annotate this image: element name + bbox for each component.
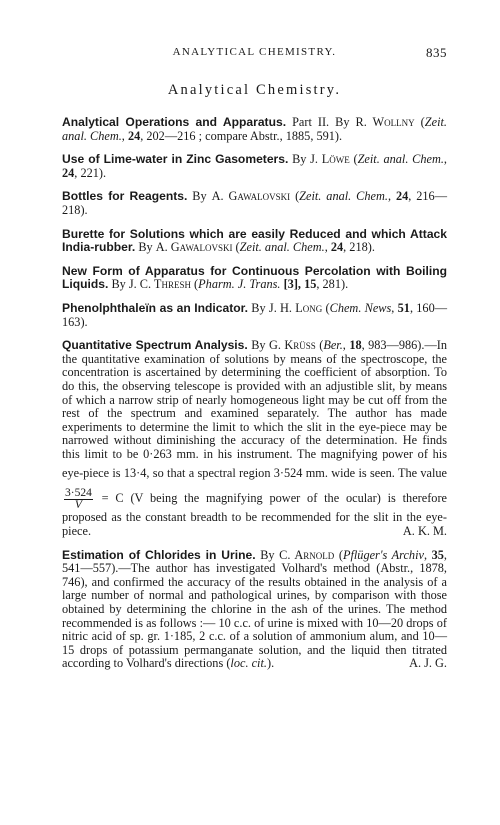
entry-volume: [3], 15 bbox=[283, 277, 317, 292]
running-header bbox=[62, 46, 447, 66]
abstract-entry bbox=[62, 339, 447, 539]
fraction-denominator: V bbox=[74, 499, 82, 512]
entry-volume: 24 bbox=[62, 165, 75, 180]
entry-title: Burette for Solutions which are easily Reduced and which Attack India-rubber. bbox=[62, 226, 447, 255]
citation-open: ( bbox=[194, 277, 199, 292]
entry-by: By bbox=[111, 277, 126, 292]
signature: A. J. G. bbox=[409, 656, 447, 671]
entry-author: J. H. Long bbox=[268, 300, 323, 315]
entry-author: C. Arnold bbox=[279, 547, 335, 562]
entry-volume: 35 bbox=[431, 547, 444, 562]
entry-by: By bbox=[251, 338, 266, 353]
entry-journal: Pflüger's Archiv bbox=[342, 547, 424, 562]
entry-author: J. C. Thresh bbox=[128, 277, 191, 292]
fraction-numerator: 3·524 bbox=[65, 487, 92, 500]
citation-open: ( bbox=[420, 115, 425, 129]
entry-by: By bbox=[138, 240, 153, 255]
entry-title: Quantitative Spectrum Analysis. bbox=[62, 338, 248, 353]
entry-journal: Chem. News bbox=[329, 300, 392, 315]
entry-journal: Zeit. anal. Chem. bbox=[62, 115, 447, 143]
entry-text-end: ). bbox=[266, 656, 275, 671]
entry-pages: , 218). bbox=[343, 240, 375, 255]
section-title: Analytical Chemistry. bbox=[167, 82, 342, 98]
entry-pages: , 216—218). bbox=[62, 189, 447, 217]
entry-author: A. Gawalovski bbox=[211, 189, 291, 204]
signature: A. K. M. bbox=[402, 524, 447, 539]
entry-title: Use of Lime-water in Zinc Gasometers. bbox=[62, 152, 289, 167]
abstract-entry bbox=[62, 153, 447, 180]
entry-by: By bbox=[260, 547, 275, 562]
entry-journal: Zeit. anal. Chem. bbox=[299, 189, 388, 204]
journal-page bbox=[62, 0, 447, 681]
citation-open: ( bbox=[338, 547, 343, 562]
citation-open: ( bbox=[295, 189, 300, 204]
entry-author: A. Gawalovski bbox=[155, 240, 233, 255]
loc-cit: loc. cit. bbox=[230, 656, 267, 671]
entry-by: By bbox=[251, 300, 266, 315]
entry-citation: Use of Lime-water in Zinc Gasometers. By J. Löwe (Zeit. anal. Chem., 24, 221). bbox=[62, 152, 447, 180]
entry-title: Bottles for Reagents. bbox=[62, 189, 188, 204]
entry-author: G. Krüss bbox=[269, 338, 316, 353]
entry-author: J. Löwe bbox=[310, 152, 350, 167]
entry-citation: Phenolphthaleïn as an Indicator. By J. H. Long (Chem. News, 51, 160—163). bbox=[62, 300, 448, 329]
citation-open: ( bbox=[235, 240, 240, 255]
citation-open: ( bbox=[325, 300, 330, 315]
entry-volume: 24 bbox=[395, 189, 409, 204]
citation-open: ( bbox=[353, 152, 358, 167]
entry-pages: , 160—163). bbox=[62, 300, 448, 329]
entry-body: Quantitative Spectrum Analysis. By G. Krüss (Ber., 18, 983—986).—In the quantitative examination of solutions by means of the spectroscope, the concentration is ascertained by determining the coefficient of absorption. To do this, the observing telescope is provided with an adjustible slit, by means of which a narrow strip of nearly homogeneous light may be cut off from the rest of the spectrum and examined separately. The author has made experiments to determine the limit to which the slit in the eye-piece may be narrowed without diminishing the accuracy of the determination. He finds this limit to be 0·263 mm. in his instrument. The magnifying power of his eye-piece is 13·4, so that a spectral region 3·524 mm. wide is seen. The value $\frac{3\cdot 524}{V}$ = C (V being the magnifying power of the ocular) is therefore proposed as the constant breadth to be recommended for the slit in the eye-piece. A. K. M. bbox=[62, 338, 448, 539]
abstract-entry bbox=[62, 228, 447, 255]
formula-lead: seen. The value bbox=[369, 466, 447, 481]
entry-citation bbox=[62, 265, 447, 292]
entry-journal: Zeit. anal. Chem. bbox=[239, 240, 325, 255]
entry-title: Estimation of Chlorides in Urine. bbox=[62, 547, 256, 562]
fraction bbox=[64, 488, 93, 511]
entry-title: New Form of Apparatus for Continuous Percolation with Boiling Liquids. bbox=[62, 263, 447, 292]
entry-journal: Ber. bbox=[323, 338, 343, 353]
page-number: 835 bbox=[426, 45, 447, 60]
entry-body: Estimation of Chlorides in Urine. By C. Arnold (Pflüger's Archiv, 35, 541—557).—The author has investigated Volhard's method (Abstr., 1878, 746), and confirmed the accuracy of the results obtained in the analysis of a large number of normal and pathological urines, by comparison with those obtained by determining the chlorine in the ash of the urines. The method recommended is as follows :— 10 c.c. of urine is mixed with 10—20 drops of nitric acid of sp. gr. 1·185, 2 c.c. of a solution of ammonium alum, and 10—15 drops of potassium permanganate solution, and the liquid then titrated according to Volhard's directions (loc. cit.). A. J. G. bbox=[62, 547, 447, 671]
abstract-entry bbox=[62, 265, 447, 292]
entry-text: —The author has investigated Volhard's method (Abstr., 1878, 746), and confirmed the accuracy of the results obtained in the analysis of a large number of normal and pathological urines, by comparison with those obtained by determining the chlorine in the ash of the urines. The method recommended is as follows :— 10 c.c. of urine is mixed with 10—20 drops of nitric acid of sp. gr. 1·185, 2 c.c. of a solution of ammonium alum, and 10—15 drops of potassium permanganate solution, and the liquid then titrated according to Volhard's directions ( bbox=[62, 561, 447, 671]
entry-part: Part II. bbox=[292, 115, 330, 129]
entry-volume: 18 bbox=[349, 338, 362, 353]
entry-by: By bbox=[335, 115, 350, 129]
running-title: ANALYTICAL CHEMISTRY. bbox=[172, 46, 337, 58]
entry-by: By bbox=[192, 189, 207, 204]
entry-text: —In the quantitative examination of solutions by means of the spectroscope, the concentration is ascertained by determining the coefficient of absorption. To do this, the observing telescope is provided with an adjustible slit, by means of which a narrow strip of nearly homogeneous light may be cut off from the rest of the spectrum and examined separately. The author has made experiments to determine the limit to which the slit in the eye-piece may be narrowed without diminishing the accuracy of the determination. He finds this limit to be 0·263 mm. in his instrument. The magnifying power of his eye-piece is 13·4, so that a spectral region 3·524 mm. wide is bbox=[62, 338, 448, 481]
entry-citation: Analytical Operations and Apparatus. Part II. By R. Wollny (Zeit. anal. Chem., 24, 202—216 ; compare Abstr., 1885, 591). bbox=[62, 115, 447, 143]
abstract-entry bbox=[62, 190, 447, 217]
citation-open: ( bbox=[319, 338, 324, 353]
entry-pages: , 202—216 ; compare Abstr., 1885, 591). bbox=[140, 128, 343, 143]
entry-journal: Pharm. J. Trans. bbox=[198, 277, 281, 292]
entry-journal: Zeit. anal. Chem. bbox=[357, 152, 444, 167]
entry-volume: 24 bbox=[127, 128, 141, 143]
entry-volume: 24 bbox=[330, 240, 344, 255]
entry-pages: , 221). bbox=[74, 165, 107, 180]
entry-pages: , 541—557). bbox=[62, 547, 447, 576]
entry-volume: 51 bbox=[397, 300, 410, 315]
entry-title: Analytical Operations and Apparatus. bbox=[62, 115, 287, 129]
entry-text-continued: = C (V being the magnifying power of the ocular) is therefore proposed as the constant breadth to be recommended for the slit in the eye-piece. bbox=[62, 491, 447, 539]
abstract-entry bbox=[62, 116, 447, 143]
entry-citation: Burette for Solutions which are easily Reduced and which Attack India-rubber. By A. Gawalovski (Zeit. anal. Chem., 24, 218). bbox=[62, 226, 447, 255]
entry-citation: Bottles for Reagents. By A. Gawalovski (Zeit. anal. Chem., 24, 216—218). bbox=[62, 189, 447, 217]
abstract-entry bbox=[62, 549, 447, 671]
entry-title: Phenolphthaleïn as an Indicator. bbox=[62, 300, 249, 315]
abstract-entry bbox=[62, 302, 447, 329]
entry-author: R. Wollny bbox=[355, 115, 415, 129]
entry-pages: , 281). bbox=[316, 277, 349, 292]
entry-by: By bbox=[292, 152, 307, 167]
entry-pages: , 983—986). bbox=[361, 338, 425, 353]
